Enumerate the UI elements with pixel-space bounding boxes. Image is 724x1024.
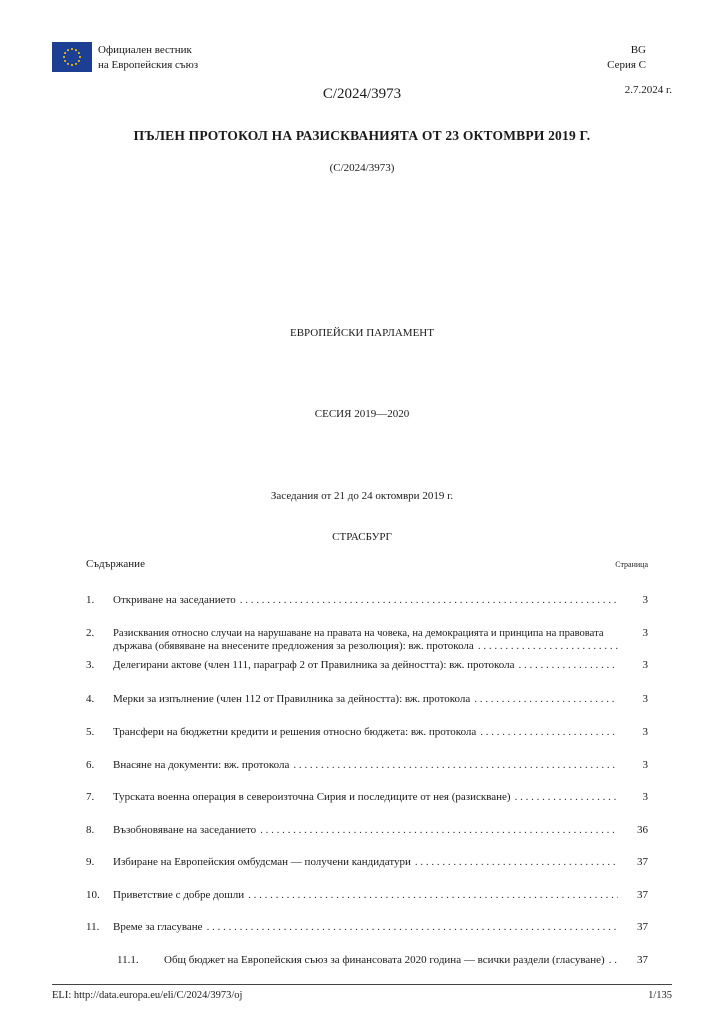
toc-entry-title: Общ бюджет на Европейския съюз за финансовата 2020 година — всички раздели (гласуване) <box>164 954 605 966</box>
toc-leader-dots <box>289 759 618 772</box>
series-label: Серия C <box>607 59 646 71</box>
sittings-dates: Заседания от 21 до 24 октомври 2019 г. <box>270 490 454 502</box>
toc-entry-number: 9. <box>86 856 95 868</box>
toc-entry-number: 10. <box>86 889 100 901</box>
toc-entry-title: Избиране на Европейския омбудсман — получени кандидатури <box>113 856 411 868</box>
toc-entry-page: 37 <box>637 954 648 966</box>
page-footer <box>52 984 672 1001</box>
toc-leader-dots <box>515 659 618 672</box>
toc-header <box>86 558 648 570</box>
toc-entry-page: 36 <box>637 824 648 836</box>
language-code: BG <box>630 44 646 56</box>
toc-entry-title: Делегирани актове (член 111, параграф 2 от Правилника за дейността): вж. протокола <box>113 659 515 671</box>
toc-leader-dots <box>411 856 618 869</box>
toc-entry-title: Приветствие с добре дошли <box>113 889 245 901</box>
toc-leader-dots <box>474 640 618 653</box>
toc-leader-dots <box>605 954 618 967</box>
journal-name <box>98 43 198 73</box>
toc-entry-page: 37 <box>637 921 648 933</box>
page-title: ПЪЛЕН ПРОТОКОЛ НА РАЗИСКВАНИЯТА ОТ 23 ОКТОМВРИ 2019 Г. <box>133 128 591 143</box>
toc-entry-number: 7. <box>86 791 95 803</box>
toc-entry-number: 8. <box>86 824 95 836</box>
toc-entry-number: 11. <box>86 921 100 933</box>
language-series <box>607 43 646 73</box>
toc-leader-dots <box>511 791 618 804</box>
toc-entry-number: 1. <box>86 594 95 606</box>
toc-entry-title: Мерки за изпълнение (член 112 от Правилника за дейността): вж. протокола <box>113 693 471 705</box>
toc-leader-dots <box>236 594 618 607</box>
toc-entry-title: Трансфери на бюджетни кредити и решения относно бюджета: вж. протокола <box>113 726 477 738</box>
document-date: 2.7.2024 г. <box>624 84 672 96</box>
place-heading: СТРАСБУРГ <box>332 531 392 543</box>
toc-entry-number: 6. <box>86 759 95 771</box>
toc-entry-number: 4. <box>86 693 95 705</box>
toc-leader-dots <box>256 824 618 837</box>
toc-entry-page: 3 <box>642 693 648 705</box>
toc-entry-page: 3 <box>642 627 648 639</box>
toc-entry-page: 37 <box>637 856 648 868</box>
toc-leader-dots <box>470 693 618 706</box>
toc-leader-dots <box>203 921 618 934</box>
toc-entry-page: 3 <box>642 659 648 671</box>
document-number: C/2024/3973 <box>322 86 402 102</box>
toc-entry-title: Откриване на заседанието <box>113 594 236 606</box>
journal-line-2: на Европейския съюз <box>98 59 199 71</box>
toc-heading: Съдържание <box>86 558 145 570</box>
toc-entry-title: Разисквания относно случаи на нарушаване на правата на човека, на демокрацията и принципа на правовата <box>113 628 604 639</box>
toc-entry-title: Време за гласуване <box>113 921 203 933</box>
toc-entry-title-cont: държава (обявяване на внесените предложения за резолюция): вж. протокола <box>113 640 474 652</box>
eu-flag-stars-icon <box>52 42 92 72</box>
toc-entry-title: Възобновяване на заседанието <box>113 824 257 836</box>
document-reference: (C/2024/3973) <box>329 162 395 174</box>
parliament-heading: ЕВРОПЕЙСКИ ПАРЛАМЕНТ <box>290 327 434 339</box>
toc-page-label: Страница <box>615 560 648 569</box>
journal-line-1: Официален вестник <box>98 44 192 56</box>
toc-entry-page: 3 <box>642 594 648 606</box>
page-number: 1/135 <box>648 990 672 1001</box>
toc-entry-page: 3 <box>642 791 648 803</box>
session-heading: СЕСИЯ 2019—2020 <box>314 408 410 420</box>
toc-entry-page: 37 <box>637 889 648 901</box>
eli-link[interactable]: ELI: http://data.europa.eu/eli/C/2024/3973/oj <box>52 990 243 1001</box>
toc-entry-title: Внасяне на документи: вж. протокола <box>113 759 290 771</box>
eu-flag-icon <box>52 42 92 72</box>
toc-entry-number: 5. <box>86 726 95 738</box>
toc-entry-number: 2. <box>86 627 95 639</box>
toc-entry-number: 3. <box>86 659 95 671</box>
journal-header <box>52 42 672 76</box>
toc-leader-dots <box>244 889 618 902</box>
toc-entry-title: Турската военна операция в североизточна Сирия и последиците от нея (разискване) <box>113 791 511 803</box>
toc-leader-dots <box>476 726 618 739</box>
toc-entry-page: 3 <box>642 759 648 771</box>
toc-entry-number: 11.1. <box>117 954 139 966</box>
toc-entry-page: 3 <box>642 726 648 738</box>
